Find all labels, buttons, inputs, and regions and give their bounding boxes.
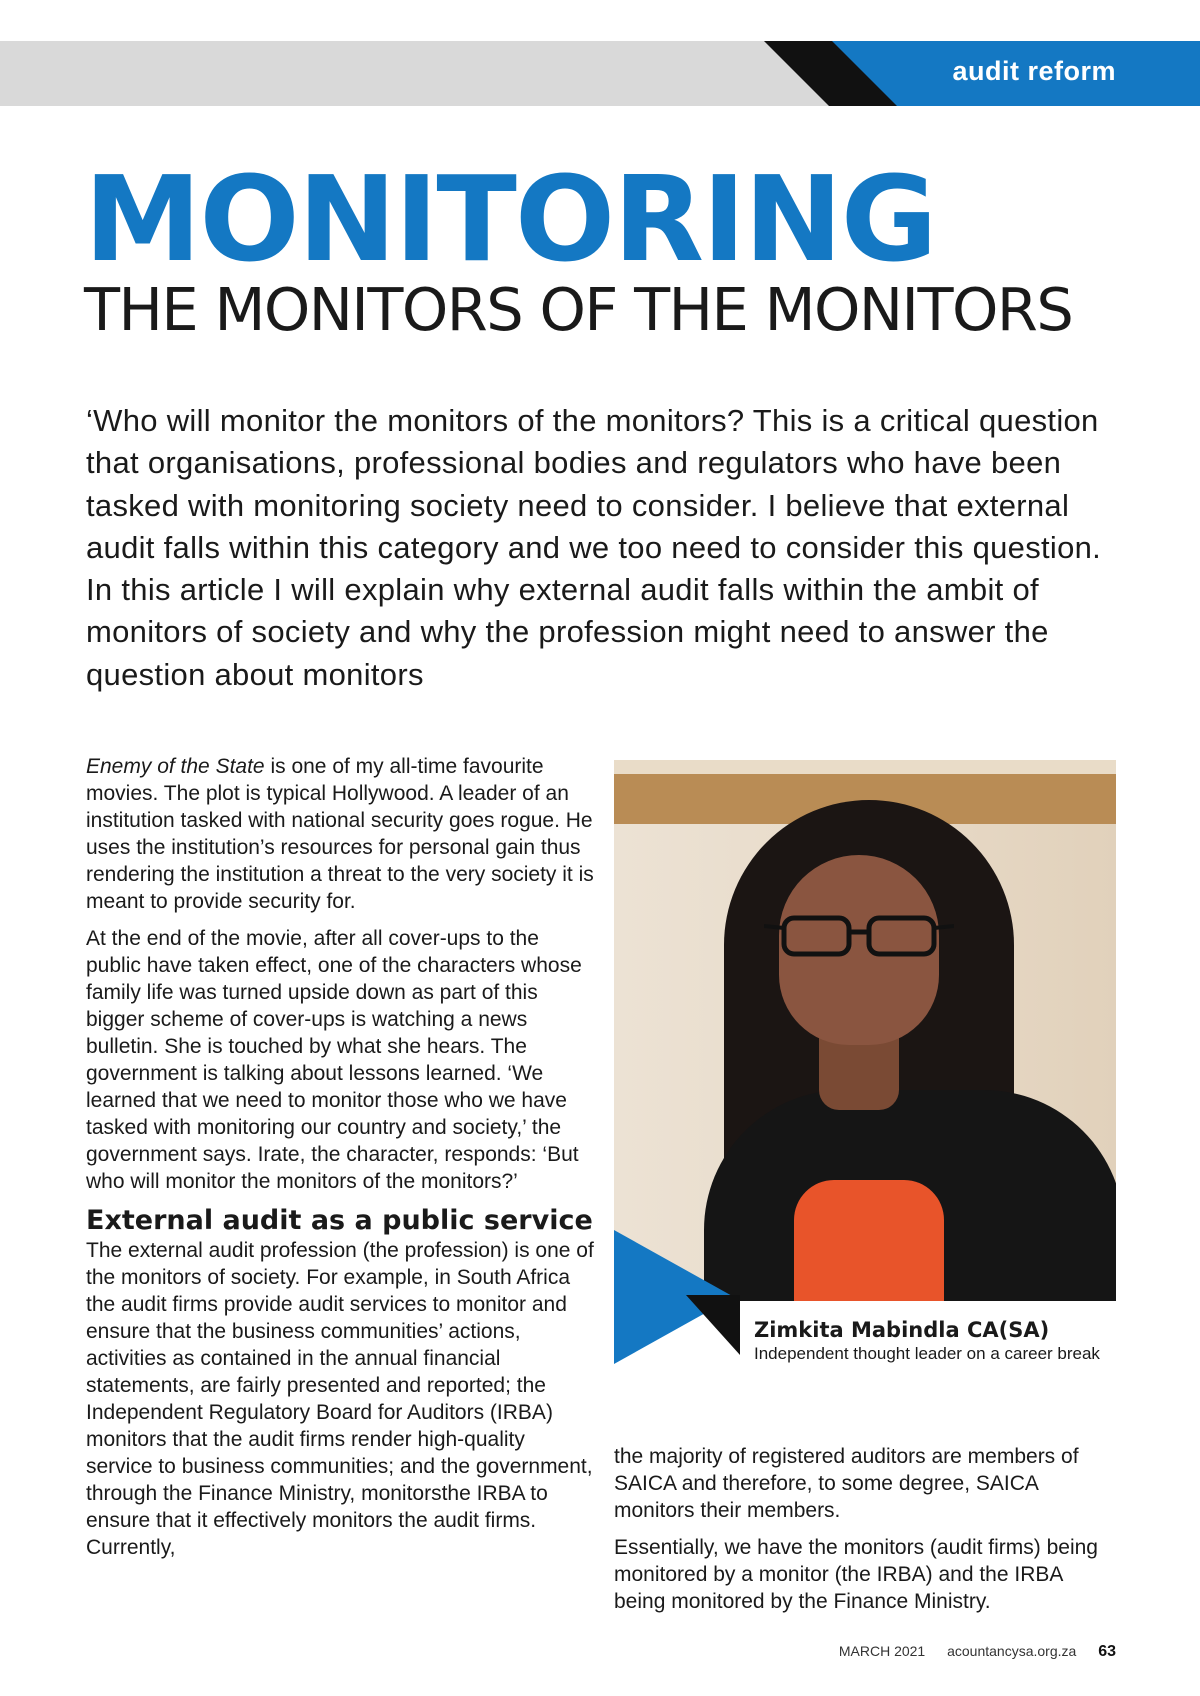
subheadline: THE MONITORS OF THE MONITORS	[84, 275, 1073, 344]
caption-author-role: Independent thought leader on a career break	[754, 1344, 1100, 1363]
body-column-left	[86, 753, 596, 1571]
section-tag: audit reform	[952, 56, 1116, 86]
body-paragraph-1-text: is one of my all-time favourite movies. The plot is typical Hollywood. A leader of an institution tasked with national security goes rogue. He uses the institution’s resources for personal gain thus rendering the institution a threat to the very society it is meant to provide security for.	[86, 755, 594, 913]
glasses-icon	[764, 910, 954, 960]
body-paragraph-3: The external audit profession (the profession) is one of the monitors of society. For example, in South Africa the audit firms provide audit services to monitor and ensure that the business communities’ actions, activities as contained in the annual financial statements, are fairly presented and reported; the Independent Regulatory Board for Auditors (IRBA) monitors that the audit firms render high-quality service to business communities; and the government, through the Finance Ministry, monitorsthe IRBA to ensure that it effectively monitors the audit firms. Currently,	[86, 1239, 594, 1559]
footer-site: acountancysa.org.za	[947, 1643, 1077, 1659]
photo-top	[794, 1180, 944, 1301]
footer-date: MARCH 2021	[838, 1643, 926, 1659]
body-column-right	[614, 1443, 1114, 1625]
movie-title: Enemy of the State	[86, 755, 265, 778]
body-paragraph-4: the majority of registered auditors are members of SAICA and therefore, to some degree, SAICA monitors their members.	[614, 1445, 1079, 1522]
headline: MONITORING	[84, 150, 936, 288]
author-photo	[614, 760, 1116, 1301]
caption-author-name: Zimkita Mabindla CA(SA)	[754, 1318, 1050, 1342]
body-paragraph-5: Essentially, we have the monitors (audit firms) being monitored by a monitor (the IRBA) and the IRBA being monitored by the Finance Ministry.	[614, 1536, 1098, 1613]
page-footer	[821, 1643, 1116, 1661]
page-number: 63	[1098, 1643, 1116, 1660]
body-paragraph-2: At the end of the movie, after all cover-ups to the public have taken effect, one of the characters whose family life was turned upside down as part of this bigger scheme of cover-ups is watching a news bulletin. She is touched by what she hears. The government is talking about lessons learned. ‘We learned that we need to monitor those who we have tasked with monitoring our country and society,’ the government says. Irate, the character, responds: ‘But who will monitor the monitors of the monitors?’	[86, 927, 582, 1193]
body-paragraph-1	[86, 753, 596, 915]
intro-paragraph: ‘Who will monitor the monitors of the monitors? This is a critical question that organisations, professional bodies and regulators who have been tasked with monitoring society need to consider. I believe that external audit falls within this category and we too need to consider this question. In this article I will explain why external audit falls within the ambit of monitors of society and why the profession might need to answer the question about monitors	[86, 403, 1102, 692]
section-heading: External audit as a public service	[86, 1205, 593, 1236]
